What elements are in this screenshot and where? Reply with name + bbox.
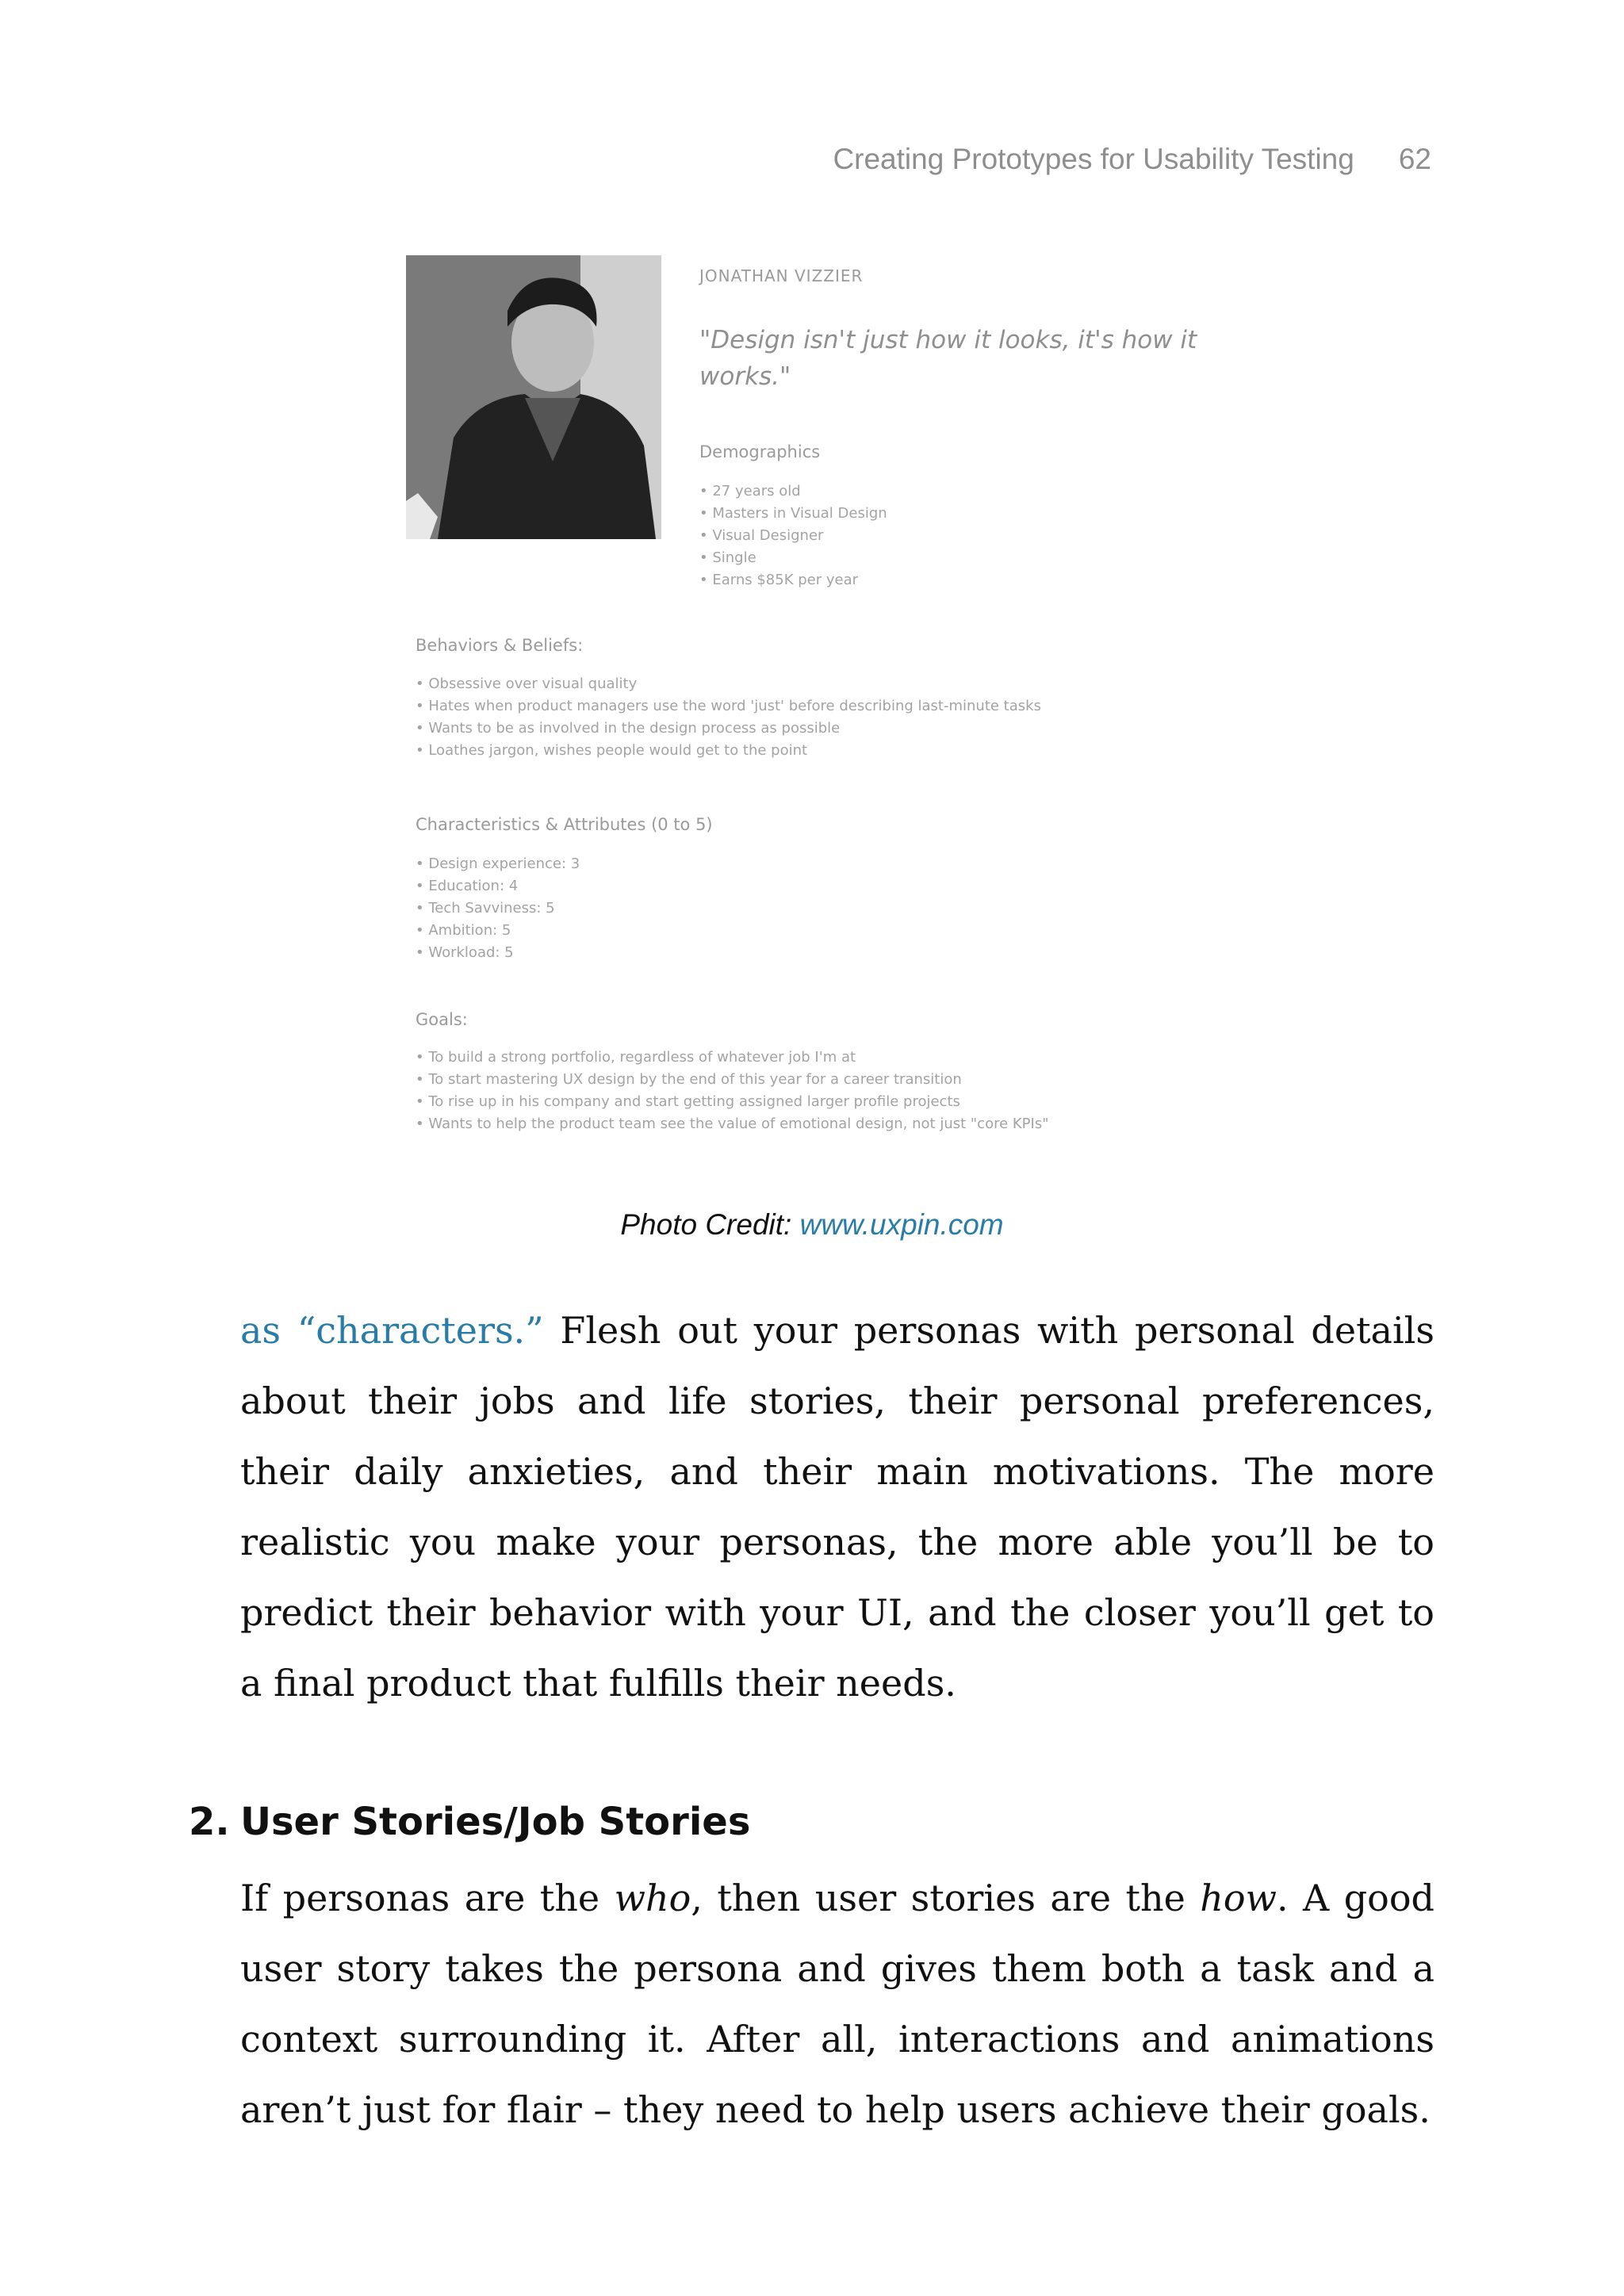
list-item: • Obsessive over visual quality	[416, 673, 1041, 695]
photo-credit-caption	[0, 1208, 1624, 1242]
running-header	[833, 143, 1431, 176]
caption-link[interactable]: www.uxpin.com	[799, 1208, 1004, 1241]
persona-figure	[406, 255, 1223, 1143]
list-item: • Design experience: 3	[416, 853, 580, 875]
list-item: • Wants to help the product team see the value of emotional design, not just "core KPIs"	[416, 1113, 1049, 1135]
behaviors-list	[416, 673, 1041, 762]
paragraph-user-stories	[240, 1863, 1434, 2145]
list-item: • Tech Savviness: 5	[416, 897, 580, 920]
persona-quote: "Design isn't just how it looks, it's how it works."	[699, 326, 1197, 391]
list-item: • 27 years old	[699, 480, 887, 503]
paragraph-personas	[240, 1295, 1434, 1719]
paragraph-text: Flesh out your personas with personal details about their jobs and life stories, their personal preferences, their daily anxieties, and their main motivations. The more realistic you make your personas, the more able you’ll be to predict their behavior with your UI, and the closer you’ll get to a final product that fulfills their needs.	[240, 1309, 1435, 1705]
emphasis-how: how	[1200, 1877, 1277, 1919]
list-item: • Hates when product managers use the word 'just' before describing last-minute tasks	[416, 695, 1041, 718]
persona-photo	[406, 255, 661, 539]
list-item: • Workload: 5	[416, 942, 580, 964]
text-span: , then user stories are the	[691, 1877, 1201, 1919]
demographics-list	[699, 480, 887, 591]
persona-name: JONATHAN VIZZIER	[699, 266, 864, 285]
emphasis-who: who	[614, 1877, 691, 1919]
list-item: • Single	[699, 547, 887, 569]
list-item: • Visual Designer	[699, 525, 887, 547]
list-item: • To build a strong portfolio, regardless of whatever job I'm at	[416, 1047, 1049, 1069]
section-title: User Stories/Job Stories	[240, 1800, 751, 1844]
text-span: If personas are the	[240, 1877, 615, 1919]
list-item: • Loathes jargon, wishes people would get to the point	[416, 740, 1041, 762]
list-item: • Masters in Visual Design	[699, 503, 887, 525]
list-item: • Ambition: 5	[416, 920, 580, 942]
caption-label: Photo Credit:	[620, 1208, 792, 1241]
list-item: • To rise up in his company and start getting assigned larger profile projects	[416, 1091, 1049, 1113]
demographics-heading: Demographics	[699, 442, 821, 461]
list-item: • Earns $85K per year	[699, 569, 887, 591]
page-number: 62	[1398, 143, 1431, 175]
characteristics-heading: Characteristics & Attributes (0 to 5)	[416, 815, 713, 834]
section-heading	[189, 1800, 750, 1844]
goals-list	[416, 1047, 1049, 1135]
behaviors-heading: Behaviors & Beliefs:	[416, 636, 584, 655]
header-title: Creating Prototypes for Usability Testing	[833, 143, 1354, 175]
characters-link[interactable]: as “characters.”	[240, 1309, 544, 1352]
list-item: • Wants to be as involved in the design process as possible	[416, 718, 1041, 740]
text-span: . A good user story takes the persona and gives them both a task and a context surrounding it. After all, interactions and animations aren’t just for flair – they need to help users achieve their goals.	[240, 1877, 1434, 2131]
characteristics-list	[416, 853, 580, 964]
section-number: 2.	[189, 1800, 230, 1844]
list-item: • Education: 4	[416, 875, 580, 897]
goals-heading: Goals:	[416, 1010, 468, 1029]
list-item: • To start mastering UX design by the end of this year for a career transition	[416, 1069, 1049, 1091]
